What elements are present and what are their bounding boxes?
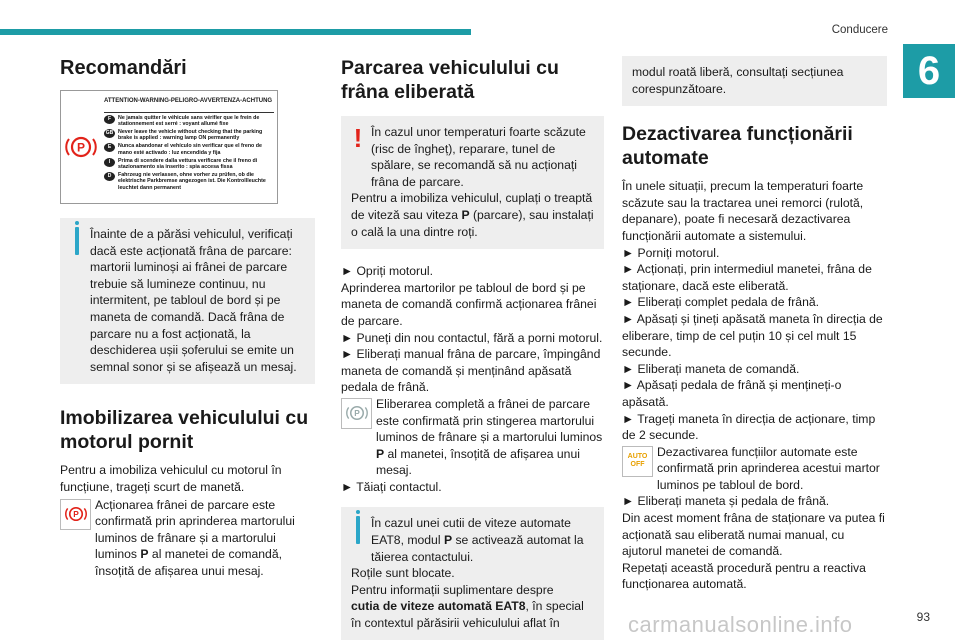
- language-flag-icon: F: [104, 115, 115, 124]
- paragraph: Pentru a imobiliza vehiculul cu motorul în funcțiune, trageți scurt de manetă.: [60, 463, 282, 494]
- paragraph: Din acest moment frâna de staționare va putea fi acționată sau eliberată numai manual, cu ajutorul manetei de comandă.: [622, 511, 885, 559]
- step: ► Apăsați pedala de frână și mențineți-o apăsată.: [622, 378, 842, 409]
- info-box: [341, 507, 604, 640]
- step: ► Trageți maneta în direcția de acționare, timp de 2 secunde.: [622, 411, 876, 443]
- language-flag-icon: E: [104, 143, 115, 152]
- info-box-text: În cazul unei cutii de viteze automate EAT8, modul: [371, 516, 571, 548]
- warning-label-row: [104, 143, 274, 155]
- auto-off-label-2: OFF: [630, 461, 645, 469]
- column-middle: [341, 56, 604, 640]
- header-accent-bar: [0, 29, 471, 35]
- paragraph: Repetați această procedură pentru a reactiva funcționarea automată.: [622, 560, 866, 592]
- info-icon: [75, 227, 79, 255]
- chapter-number-badge: 6: [903, 44, 955, 98]
- warning-box: [341, 116, 604, 249]
- section-title-recommendations: Recomandări: [60, 57, 187, 79]
- warning-box-text: În cazul unor temperaturi foarte scăzute (risc de îngheț), reparare, tunel de spălare, se recomandă să nu acționați frâna de parcare.: [371, 125, 586, 189]
- watermark: carmanualsonline.info: [628, 612, 853, 637]
- parking-brake-icon: [61, 91, 101, 203]
- warning-label-row: [104, 129, 274, 141]
- bold-p: P: [376, 446, 385, 461]
- svg-text:P: P: [76, 140, 86, 155]
- warning-label-text: Never leave the vehicle without checking that the parking brake is applied : warning lamp ON permanently: [118, 129, 263, 142]
- language-flag-icon: GB: [105, 130, 114, 136]
- warning-label-text: Fahrzeug nie verlassen, ohne vorher zu prüfen, ob die elektrische Parkbremse angezogen ist. Die Kontrollleuchte leuchtet dann permanent: [118, 172, 266, 191]
- page-number: 93: [916, 610, 930, 624]
- continued-box-text: modul roată liberă, consultați secțiunea corespunzătoare.: [632, 65, 844, 96]
- info-icon: [356, 516, 360, 544]
- icon-description: Eliberarea completă a frânei de parcare este confirmată prin stingerea martorului luminos de frânare și a martorului luminos: [376, 396, 603, 445]
- step: ► Eliberați manual frâna de parcare, împingând maneta de comandă și menținând apăsată pedala de frână.: [341, 347, 601, 395]
- warning-box-text-2: Pentru a imobiliza vehiculul, cuplați o treaptă de viteză sau viteza: [351, 191, 593, 222]
- continued-box: [622, 56, 887, 106]
- auto-off-icon: [622, 446, 653, 477]
- language-flag-icon: I: [104, 158, 115, 167]
- step: ► Porniți motorul.: [622, 245, 720, 260]
- info-box-text-3: Pentru informații suplimentare despre: [351, 582, 554, 597]
- icon-description: Acționarea frânei de parcare este confirmată prin aprinderea martorului luminos de frânare și a martorului luminos: [95, 497, 295, 562]
- section-title-immobilization: Imobilizarea vehiculului cu motorul pornit: [60, 407, 309, 454]
- info-box-text-4: , în special în contextul părăsirii vehiculului aflat în: [351, 599, 584, 631]
- warning-label-row: [104, 115, 274, 127]
- svg-text:P: P: [353, 408, 360, 419]
- warning-label-text: Ne jamais quitter le véhicule sans vérifier que le frein de stationnement est serré : voyant allumé fixe: [118, 114, 260, 127]
- section-title-parking: Parcarea vehiculului cu frâna eliberată: [341, 57, 559, 103]
- warning-icon: !: [353, 123, 363, 153]
- step: ► Eliberați maneta și pedala de frână.: [622, 494, 830, 509]
- language-flag-icon: D: [104, 172, 115, 181]
- warning-label-row: [104, 172, 274, 191]
- warning-label-row: [104, 158, 274, 170]
- step: ► Eliberați complet pedala de frână.: [622, 295, 820, 310]
- bold-p: P: [461, 207, 470, 222]
- auto-off-label-1: AUTO: [627, 453, 648, 461]
- column-right: [622, 56, 887, 593]
- step: ► Apăsați și țineți apăsată maneta în direcția de eliberare, timp de cel puțin 10 și cel mult 15 secunde.: [622, 311, 883, 360]
- column-left: [60, 56, 315, 580]
- warning-label-image: [60, 90, 278, 204]
- warning-label-rows: [104, 115, 274, 191]
- info-box-text: Înainte de a părăsi vehiculul, verificați dacă este acționată frâna de parcare: martorii luminoși ai frânei de parcare trebuie să lumineze continuu, nu intermitent, pe tabloul de bord și pe maneta de comandă. Dacă frâna de parcare nu a fost acționată, la deschiderea ușii șoferului se emite un semnal sonor și se afișează un mesaj.: [90, 227, 297, 374]
- step: ► Opriți motorul.: [341, 264, 433, 279]
- info-box-text-end: se activează automat la tăierea contactului.: [371, 533, 584, 564]
- icon-description-end: al manetei, însoțită de afișarea unui mesaj.: [376, 446, 580, 478]
- step: ► Puneți din nou contactul, fără a porni motorul.: [341, 330, 603, 345]
- icon-description: Dezactivarea funcțiilor automate este confirmată prin aprinderea acestui martor luminos pe tabloul de bord.: [657, 444, 880, 492]
- paragraph: Aprinderea martorilor pe tabloul de bord și pe maneta de comandă confirmă acționarea frânei de parcare.: [341, 280, 597, 328]
- paragraph: În unele situații, precum la temperaturi foarte scăzute sau la tractarea unei remorci (rulotă, depanare), poate fi necesară dezactivarea funcționării automate a sistemului.: [622, 179, 864, 243]
- icon-description-end: al manetei de comandă, însoțită de afișarea unui mesaj.: [95, 547, 282, 578]
- warning-label-title: ATTENTION-WARNING-PELIGRO-AVVERTENZA-ACHTUNG: [104, 93, 274, 113]
- step: ► Acționați, prin intermediul manetei, frâna de staționare, dacă este eliberată.: [622, 262, 872, 293]
- section-title-deactivation: Dezactivarea funcționării automate: [622, 123, 853, 170]
- info-box: [60, 218, 315, 384]
- step: ► Eliberați maneta de comandă.: [622, 361, 800, 376]
- info-box-bold-ref: cutia de viteze automată EAT8: [351, 599, 526, 614]
- parking-brake-released-icon: [341, 398, 372, 429]
- warning-label-text: Nunca abandonar el vehículo sin verificar que el freno de mano esté activado : luz encendida y fija: [118, 143, 262, 156]
- parking-brake-warning-icon: [60, 499, 91, 530]
- chapter-title: Conducere: [831, 24, 888, 36]
- warning-box-text-3: (parcare), sau instalați o cală la una dintre roți.: [351, 207, 594, 239]
- step: ► Tăiați contactul.: [341, 479, 442, 494]
- svg-text:P: P: [72, 509, 79, 520]
- info-box-text-2: Roțile sunt blocate.: [351, 566, 455, 581]
- bold-p: P: [443, 533, 453, 548]
- warning-label-text: Prima di scendere dalla vettura verificare che il freno di stazionamento sia inserito : spia accesa fissa: [118, 157, 258, 171]
- bold-p: P: [140, 547, 149, 562]
